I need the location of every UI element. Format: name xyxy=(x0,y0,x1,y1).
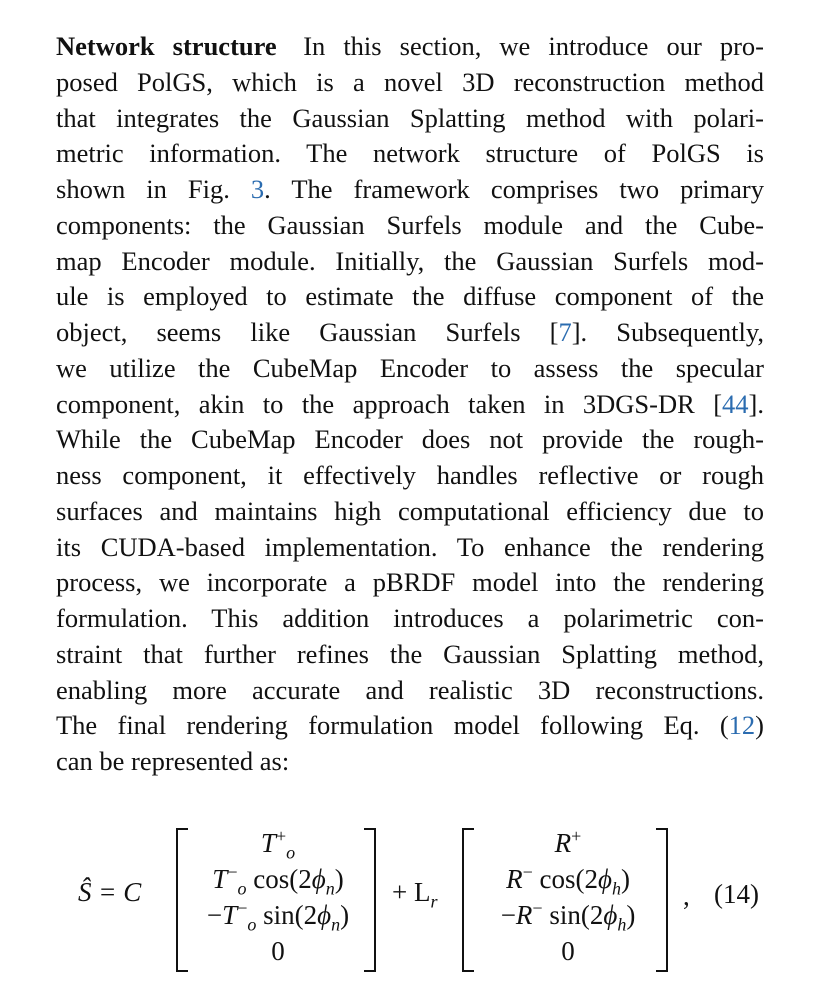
text-span: surfaces and maintains high computational efficiency due to xyxy=(56,495,764,526)
text-line xyxy=(56,672,764,708)
citation-link[interactable]: 12 xyxy=(728,710,756,741)
matrix-cell: $T^+_o$ xyxy=(260,826,296,863)
text-span: . The framework comprises two primary xyxy=(264,174,764,204)
matrix-cell: 0 xyxy=(561,936,575,966)
text-line xyxy=(56,171,764,207)
right-bracket xyxy=(656,828,668,972)
text-line xyxy=(56,743,764,779)
matrix-cell: R− $\cos(2\phi_h)$ xyxy=(506,862,630,899)
text-span: components: the Gaussian Surfels module and the Cube- xyxy=(56,209,764,240)
text-line xyxy=(56,421,764,457)
matrix-cell: R+ xyxy=(554,826,582,858)
text-span: object, seems like Gaussian Surfels [ xyxy=(56,317,559,347)
text-span: ]. Subsequently, xyxy=(571,317,764,347)
text-line xyxy=(56,529,764,565)
text-line xyxy=(56,135,764,171)
paragraph-heading: Network structure xyxy=(56,31,304,61)
matrix-cell: 0 xyxy=(271,936,285,966)
text-span: its CUDA-based implementation. To enhance the rendering xyxy=(56,531,764,562)
equation-plus-term xyxy=(392,877,438,912)
citation-link[interactable]: 44 xyxy=(722,388,749,419)
text-span: process, we incorporate a pBRDF model into the rendering xyxy=(56,567,764,598)
text-span: component, akin to the approach taken in 3DGS-DR [ xyxy=(56,388,723,419)
text-span: enabling more accurate and realistic 3D reconstructions. xyxy=(56,674,764,705)
text-line xyxy=(56,457,764,493)
text-line xyxy=(56,28,764,64)
text-line xyxy=(56,243,764,279)
text-line xyxy=(56,600,764,636)
text-span: ) xyxy=(755,710,764,741)
matrix-reflection xyxy=(476,825,660,969)
text-span: formulation. This addition introduces a polarimetric con- xyxy=(56,603,764,633)
right-bracket xyxy=(364,828,376,972)
matrix-transmission xyxy=(190,825,366,969)
text-span: map Encoder module. Initially, the Gaussian Surfels mod- xyxy=(56,245,764,276)
text-line xyxy=(56,350,764,386)
citation-link[interactable]: 7 xyxy=(558,317,572,347)
text-span: metric information. The network structure of PolGS is xyxy=(56,138,764,169)
text-span: can be represented as: xyxy=(56,746,290,776)
text-span: straint that further refines the Gaussian Splatting method, xyxy=(56,638,764,669)
text-span: ness component, it effectively handles reflective or rough xyxy=(56,460,764,490)
left-bracket xyxy=(462,828,474,972)
matrix-cell: $-T^-_o$ $\sin(2\phi_n)$ xyxy=(206,898,350,935)
text-span: In this section, we introduce our pro- xyxy=(303,31,765,61)
text-line xyxy=(56,64,764,100)
text-line xyxy=(56,100,764,136)
text-line xyxy=(56,386,764,422)
text-line xyxy=(56,564,764,600)
text-line xyxy=(56,314,764,350)
text-line xyxy=(56,636,764,672)
citation-link[interactable]: 3 xyxy=(250,174,265,204)
text-span: ]. xyxy=(748,388,764,419)
text-line xyxy=(56,493,764,529)
matrix-cell: $T^-_o$ $\cos(2\phi_n)$ xyxy=(212,862,344,899)
text-span: we utilize the CubeMap Encoder to assess the specular xyxy=(56,352,764,383)
left-bracket xyxy=(176,828,188,972)
equation-14 xyxy=(0,825,820,975)
equation-number: (14) xyxy=(714,879,759,909)
text-line xyxy=(56,207,764,243)
text-span: shown in Fig. xyxy=(56,174,251,204)
matrix-cell: −R− $\sin(2\phi_h)$ xyxy=(500,898,636,935)
text-span: The final rendering formulation model following Eq. ( xyxy=(56,710,729,741)
text-span: ule is employed to estimate the diffuse component of the xyxy=(56,281,764,312)
text-line xyxy=(56,707,764,743)
text-span: that integrates the Gaussian Splatting method with polari- xyxy=(56,102,764,133)
sub-r: r xyxy=(430,891,438,912)
text-line xyxy=(56,278,764,314)
plus-L: + L xyxy=(392,877,431,907)
text-span: posed PolGS, which is a novel 3D reconstruction method xyxy=(56,66,764,97)
equation-comma: , xyxy=(683,881,690,911)
equation-lhs: Ŝ = C xyxy=(78,877,142,907)
text-span: While the CubeMap Encoder does not provide the rough- xyxy=(56,424,764,455)
